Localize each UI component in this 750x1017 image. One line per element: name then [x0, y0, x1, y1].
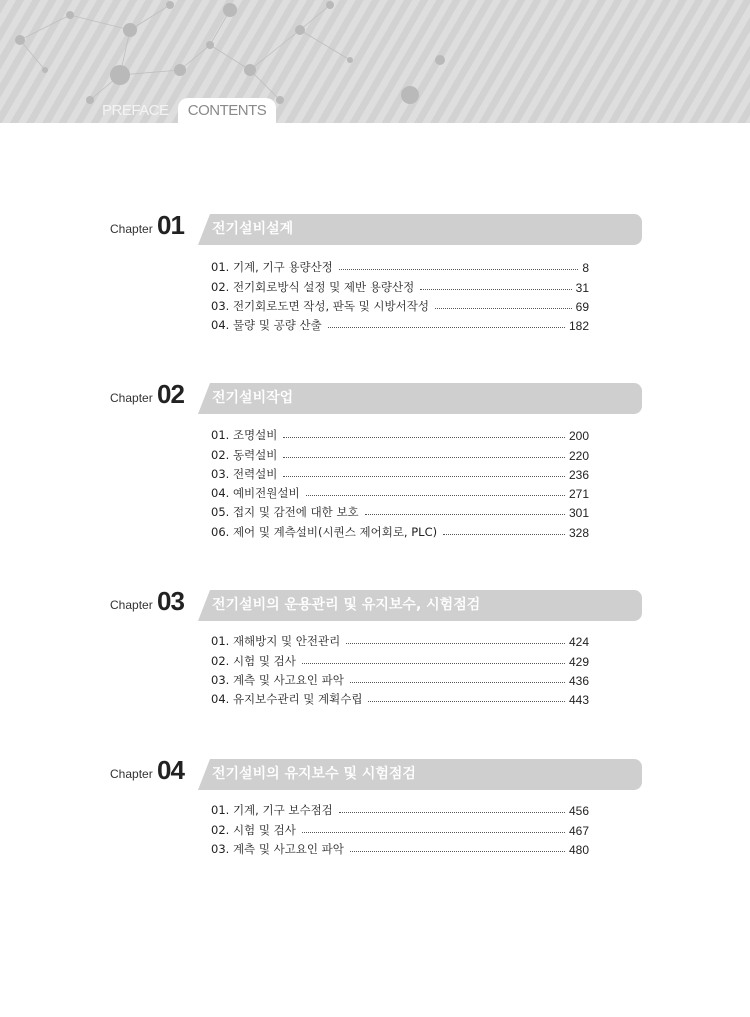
chapter-title[interactable]: 전기설비의 유지보수 및 시험점검 [212, 766, 416, 782]
toc-item[interactable]: 02. 시험 및 검사 467 [211, 822, 589, 838]
toc-item[interactable]: 03. 전력설비 236 [211, 466, 589, 482]
chapter-number: 04 [157, 755, 184, 785]
toc-item[interactable]: 05. 접지 및 감전에 대한 보호 301 [211, 505, 589, 521]
toc-item[interactable]: 06. 제어 및 계측설비(시퀀스 제어회로, PLC) 328 [211, 524, 589, 540]
toc-item[interactable]: 04. 물량 및 공량 산출 182 [211, 318, 589, 334]
toc-item[interactable]: 04. 유지보수관리 및 계획수립 443 [211, 692, 589, 708]
toc-item[interactable]: 03. 계측 및 사고요인 파악 480 [211, 841, 589, 857]
chapter-03-items [211, 630, 589, 707]
toc-item[interactable]: 01. 조명설비 200 [211, 428, 589, 444]
chapter-04-items [211, 799, 589, 857]
header-banner [0, 0, 750, 123]
chapter-number: 03 [157, 586, 184, 616]
toc-item[interactable]: 02. 전기회로방식 설정 및 제반 용량산정 31 [211, 279, 589, 295]
chapter-01-items [211, 256, 589, 333]
chapter-02-items [211, 424, 589, 540]
toc-item[interactable]: 01. 재해방지 및 안전관리 424 [211, 634, 589, 650]
chapter-label: Chapter [110, 391, 153, 405]
chapter-label: Chapter [110, 767, 153, 781]
chapter-number: 01 [157, 210, 184, 240]
chapter-title[interactable]: 전기설비의 운용관리 및 유지보수, 시험점검 [212, 597, 481, 613]
toc-item[interactable]: 02. 시험 및 검사 429 [211, 653, 589, 669]
toc-item[interactable]: 02. 동력설비 220 [211, 447, 589, 463]
toc-item[interactable]: 03. 전기회로도면 작성, 판독 및 시방서작성 69 [211, 298, 589, 314]
tab-contents[interactable]: CONTENTS [178, 98, 276, 123]
tab-preface[interactable]: PREFACE [102, 102, 169, 119]
toc-item[interactable]: 03. 계측 및 사고요인 파악 436 [211, 672, 589, 688]
toc-item[interactable]: 01. 기계, 기구 용량산정 8 [211, 260, 589, 276]
chapter-label: Chapter [110, 598, 153, 612]
toc-item[interactable]: 01. 기계, 기구 보수점검 456 [211, 803, 589, 819]
chapter-label: Chapter [110, 222, 153, 236]
chapter-title[interactable]: 전기설비설계 [212, 221, 294, 237]
toc-item[interactable]: 04. 예비전원설비 271 [211, 486, 589, 502]
chapter-number: 02 [157, 379, 184, 409]
chapter-title[interactable]: 전기설비작업 [212, 390, 294, 406]
